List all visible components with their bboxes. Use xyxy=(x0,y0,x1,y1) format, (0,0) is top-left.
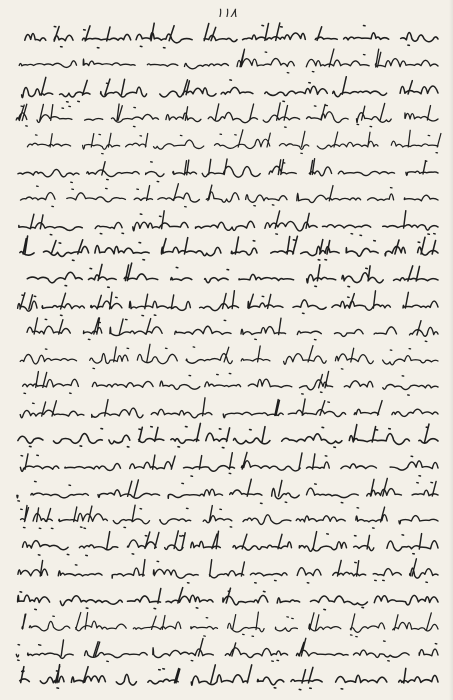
handwritten-line xyxy=(12,290,442,316)
handwritten-line xyxy=(12,76,442,102)
handwritten-line xyxy=(12,558,442,584)
handwritten-line xyxy=(12,370,442,396)
handwritten-text-block xyxy=(12,22,442,694)
handwritten-line xyxy=(12,424,442,450)
handwritten-line xyxy=(12,344,442,370)
handwritten-line xyxy=(12,585,442,611)
handwritten-line xyxy=(12,102,442,128)
handwritten-line xyxy=(12,478,442,504)
handwritten-line xyxy=(12,397,442,423)
handwritten-line xyxy=(12,263,442,289)
handwritten-line xyxy=(12,612,442,638)
handwritten-line xyxy=(12,638,442,664)
handwritten-line xyxy=(12,531,442,557)
handwritten-line xyxy=(12,49,442,75)
handwritten-line xyxy=(12,665,442,691)
handwritten-line xyxy=(12,183,442,209)
page-edge-shadow xyxy=(449,0,453,700)
page-number: ۱۱۸ xyxy=(216,6,237,21)
handwritten-line xyxy=(12,451,442,477)
handwritten-line xyxy=(12,236,442,262)
handwritten-line xyxy=(12,156,442,182)
handwritten-line xyxy=(12,210,442,236)
handwritten-line xyxy=(12,129,442,155)
handwritten-line xyxy=(12,317,442,343)
handwritten-line xyxy=(12,22,442,48)
handwritten-line xyxy=(12,504,442,530)
